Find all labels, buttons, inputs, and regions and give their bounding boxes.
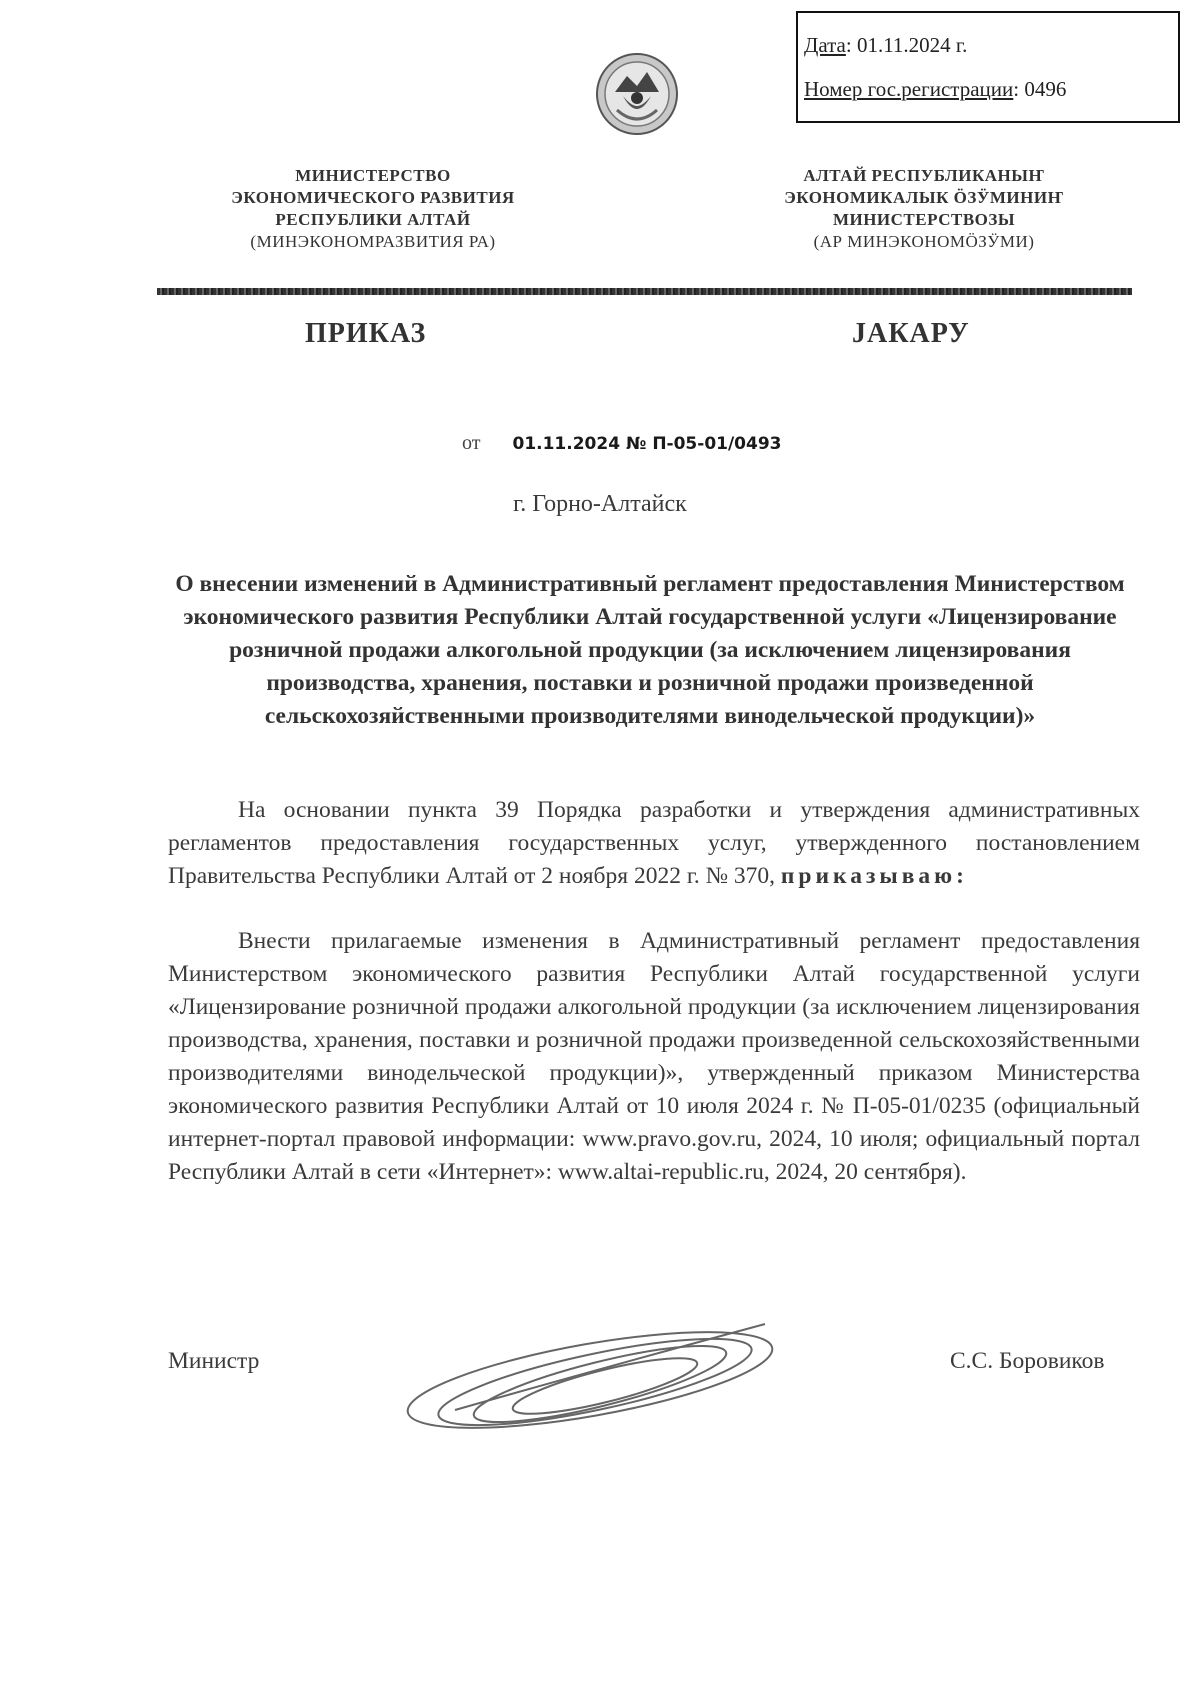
ministry-header-alt-abbr: (АР МИНЭКОНОМÖЗӰМИ) [813, 232, 1035, 251]
registration-box [796, 11, 1180, 123]
signatory-title: Министр [168, 1348, 260, 1374]
ministry-header-russian [193, 165, 553, 253]
ministry-header-ru-line2: ЭКОНОМИЧЕСКОГО РАЗВИТИЯ [231, 188, 515, 207]
registration-number [804, 77, 1066, 102]
registration-date-label: Дата [804, 33, 846, 57]
handwritten-signature [395, 1310, 785, 1430]
ministry-header-ru-line1: МИНИСТЕРСТВО [295, 166, 451, 185]
order-number-prefix: от [462, 432, 481, 454]
body-paragraph-2-text: Внести прилагаемые изменения в Административный регламент предоставления Министерством экономического развития Республики Алтай государственной услуги «Лицензирование розничной продажи алкогольной продукции (за исключением лицензирования производства, хранения, поставки и розничной продажи произведенной сельскохозяйственными производителями винодельческой продукции)», утвержденный приказом Министерства экономического развития Республики Алтай от 10 июля 2024 г. № П-05-01/0235 (официальный интернет-портал правовой информации: www.pravo.gov.ru, 2024, 10 июля; официальный портал Республики Алтай в сети «Интернет»: www.altai-republic.ru, 2024, 20 сентября). [168, 928, 1140, 1185]
ministry-header-altai [744, 165, 1104, 253]
city: г. Горно-Алтайск [513, 491, 687, 517]
signatory-name: С.С. Боровиков [950, 1348, 1105, 1374]
altai-republic-emblem-icon [595, 52, 679, 136]
header-divider [157, 288, 1132, 295]
body-paragraph-1 [168, 794, 1140, 893]
body-paragraph-1-text: На основании пункта 39 Порядка разработки и утверждения административных регламентов предоставления государственных услуг, утвержденного постановлением Правительства Республики Алтай от 2 ноября 2022 г. № 370, [168, 797, 1140, 889]
order-directive: приказываю: [780, 863, 968, 889]
ministry-header-ru-abbr: (МИНЭКОНОМРАЗВИТИЯ РА) [250, 232, 496, 251]
registration-number-value: : 0496 [1013, 77, 1067, 101]
registration-number-label: Номер гос.регистрации [804, 77, 1014, 101]
order-word-russian: ПРИКАЗ [305, 318, 427, 349]
body-paragraph-2 [168, 925, 1140, 1189]
registration-date [804, 33, 967, 58]
ministry-header-alt-line1: АЛТАЙ РЕСПУБЛИКАНЫҤ [803, 166, 1045, 185]
ministry-header-ru-line3: РЕСПУБЛИКИ АЛТАЙ [275, 210, 471, 229]
document-title: О внесении изменений в Административный регламент предоставления Министерством экономического развития Республики Алтай государственной услуги «Лицензирование розничной продажи алкогольной продукции (за исключением лицензирования производства, хранения, поставки и розничной продажи произведенной сельскохозяйственными производителями винодельческой продукции)» [175, 571, 1125, 729]
order-number-line [462, 432, 782, 455]
registration-date-value: : 01.11.2024 г. [845, 33, 968, 57]
ministry-header-alt-line3: МИНИСТЕРСТВОЗЫ [832, 210, 1016, 229]
ministry-header-alt-line2: ЭКОНОМИКАЛЫК ÖЗӰМИНИҤ [784, 188, 1064, 207]
order-number: 01.11.2024 № П-05-01/0493 [512, 434, 782, 454]
order-word-altai: JАКАРУ [852, 318, 970, 349]
